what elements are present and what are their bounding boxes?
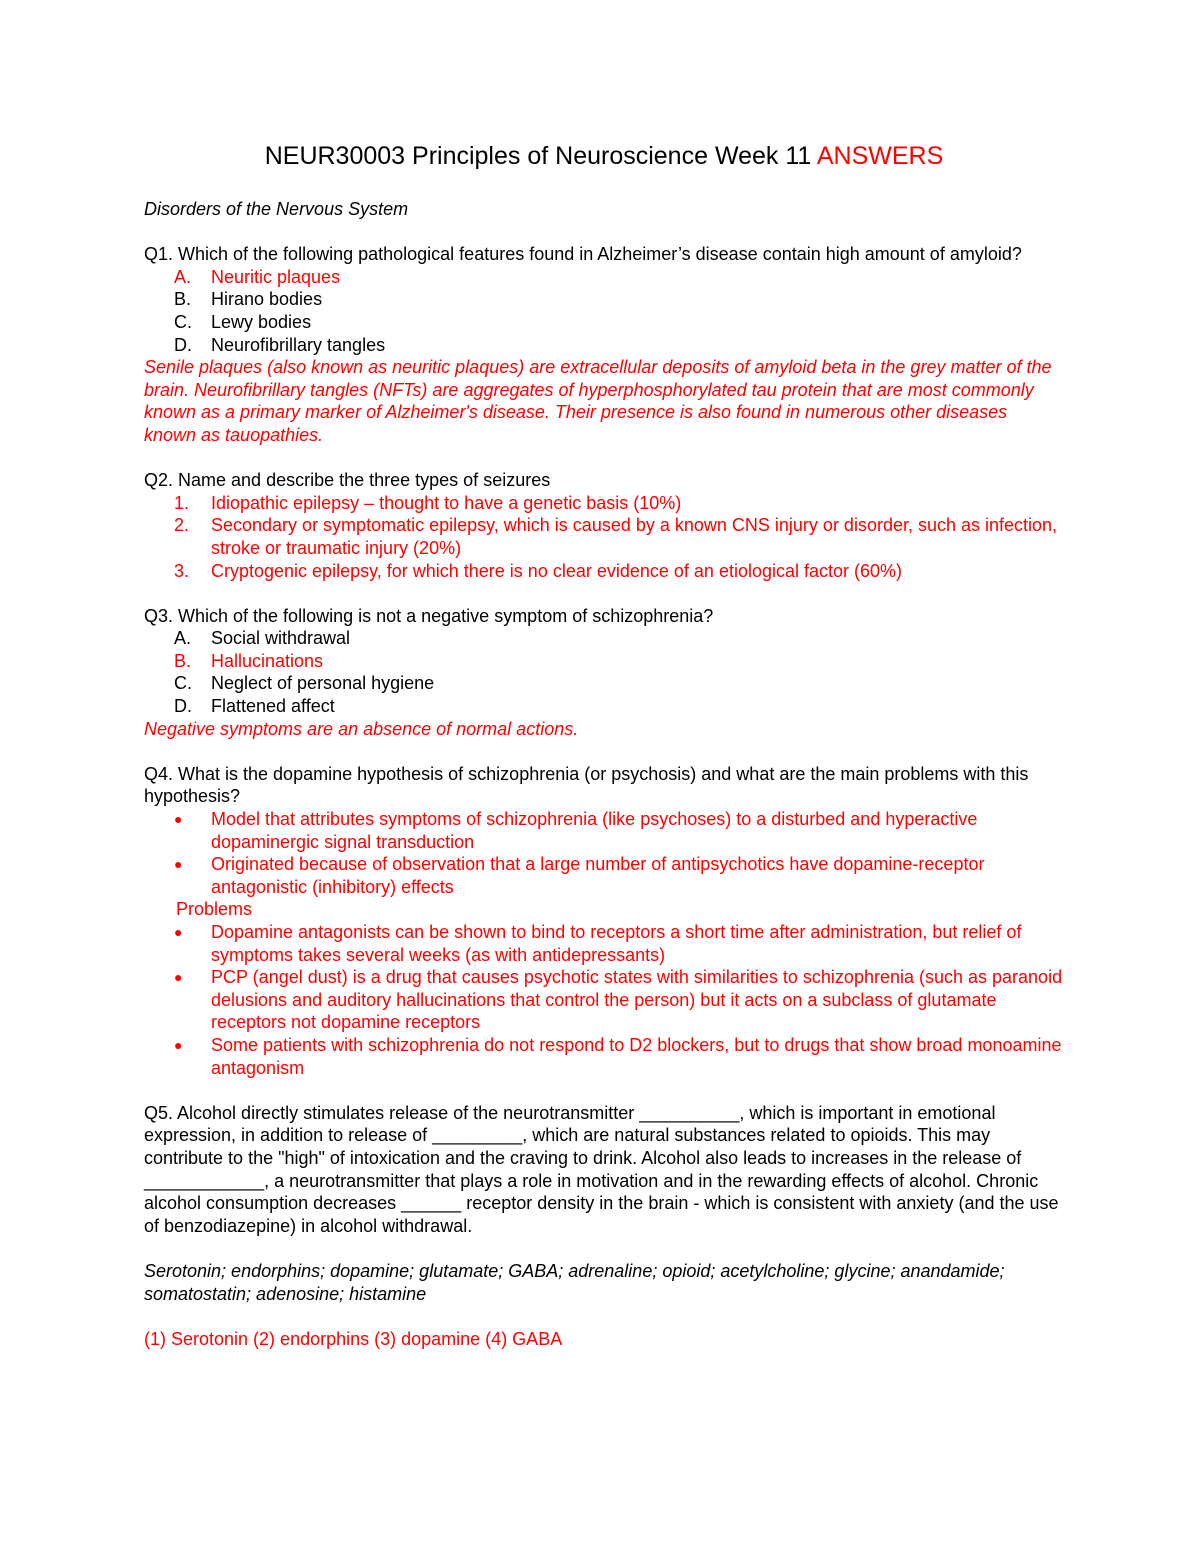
q4-bullets [144,808,1064,898]
q2-answer-3: 3. Cryptogenic epilepsy, for which there is no clear evidence of an etiological factor (60%) [174,560,903,581]
bullet-icon: ● [174,856,183,873]
q5-word-bank: Serotonin; endorphins; dopamine; glutamate; GABA; adrenaline; opioid; acetylcholine; glycine; anandamide; somatostatin; adenosine; histamine [144,1260,1005,1304]
section-heading: Disorders of the Nervous System [144,199,409,219]
q3-options [144,627,1064,717]
q3-option-d: D. Flattened affect [174,696,335,717]
bullet-icon: ● [174,969,183,986]
q4-bullet-1: ● Model that attributes symptoms of schizophrenia (like psychoses) to a disturbed and hyperactive dopaminergic signal transduction [174,809,978,852]
q3-option-a: A. Social withdrawal [174,628,351,649]
title-main: NEUR30003 Principles of Neuroscience Week 11 [264,142,812,170]
q1-option-b: B. Hirano bodies [174,289,323,310]
q4-problem-1: ● Dopamine antagonists can be shown to bind to receptors a short time after administration, but relief of symptoms takes several weeks (as with antidepressants) [174,922,1022,965]
q2-answers [144,492,1064,582]
q3-option-b: B. Hallucinations [174,650,324,671]
q1-option-c: C. Lewy bodies [174,311,312,332]
q3-explanation: Negative symptoms are an absence of normal actions. [144,718,579,739]
q1-options [144,266,1064,356]
page-title [144,140,1064,172]
bullet-icon: ● [174,811,183,828]
q1-question: Q1. Which of the following pathological features found in Alzheimer’s disease contain high amount of amyloid? [144,244,1022,265]
document-page [144,140,1064,1350]
q1-explanation: Senile plaques (also known as neuritic plaques) are extracellular deposits of amyloid beta in the grey matter of the brain. Neurofibrillary tangles (NFTs) are aggregates of hyperphosphorylated tau protein that are most commonly known as a primary marker of Alzheimer's disease. Their presence is also found in numerous other diseases known as tauopathies. [144,357,1052,445]
bullet-icon: ● [174,1036,183,1053]
q3-option-c: C. Neglect of personal hygiene [174,673,435,694]
q2-question: Q2. Name and describe the three types of seizures [144,470,551,491]
q4-problems-label: Problems [176,899,253,920]
q4-problem-2: ● PCP (angel dust) is a drug that causes psychotic states with similarities to schizophrenia (such as paranoid delusions and auditory hallucinations that control the person) but it acts on a subclass of glutamate receptors not dopamine receptors [174,967,1063,1033]
bullet-icon: ● [174,924,183,940]
q2-answer-2: 2. Secondary or symptomatic epilepsy, which is caused by a known CNS injury or disorder, such as infection, stroke or traumatic injury (20%) [174,515,1058,558]
q5-answer: (1) Serotonin (2) endorphins (3) dopamine (4) GABA [144,1328,563,1349]
q5-question: Q5. Alcohol directly stimulates release of the neurotransmitter __________, which is important in emotional expression, in addition to release of _________, which are natural substances related to opioids. This may contribute to the "high" of intoxication and the craving to drink. Alcohol also leads to increases in the release of ____________, a neurotransmitter that plays a role in motivation and in the rewarding effects of alcohol. Chronic alcohol consumption decreases ______ receptor density in the brain - which is consistent with anxiety (and the use of benzodiazepine) in alcohol withdrawal. [144,1102,1059,1236]
q4-bullet-2: ● Originated because of observation that a large number of antipsychotics have dopamine-receptor antagonistic (inhibitory) effects [174,854,985,897]
title-answers: ANSWERS [816,142,944,170]
q1-option-a: A. Neuritic plaques [174,266,341,287]
q1-option-d: D. Neurofibrillary tangles [174,334,386,355]
q4-problem-3: ● Some patients with schizophrenia do not respond to D2 blockers, but to drugs that show broad monoamine antagonism [174,1034,1062,1078]
q3-question: Q3. Which of the following is not a negative symptom of schizophrenia? [144,605,714,626]
q4-question: Q4. What is the dopamine hypothesis of schizophrenia (or psychosis) and what are the main problems with this hypothesis? [144,763,1029,807]
q2-answer-1: 1. Idiopathic epilepsy – thought to have a genetic basis (10%) [174,492,682,513]
q4-problems [144,921,1064,1079]
